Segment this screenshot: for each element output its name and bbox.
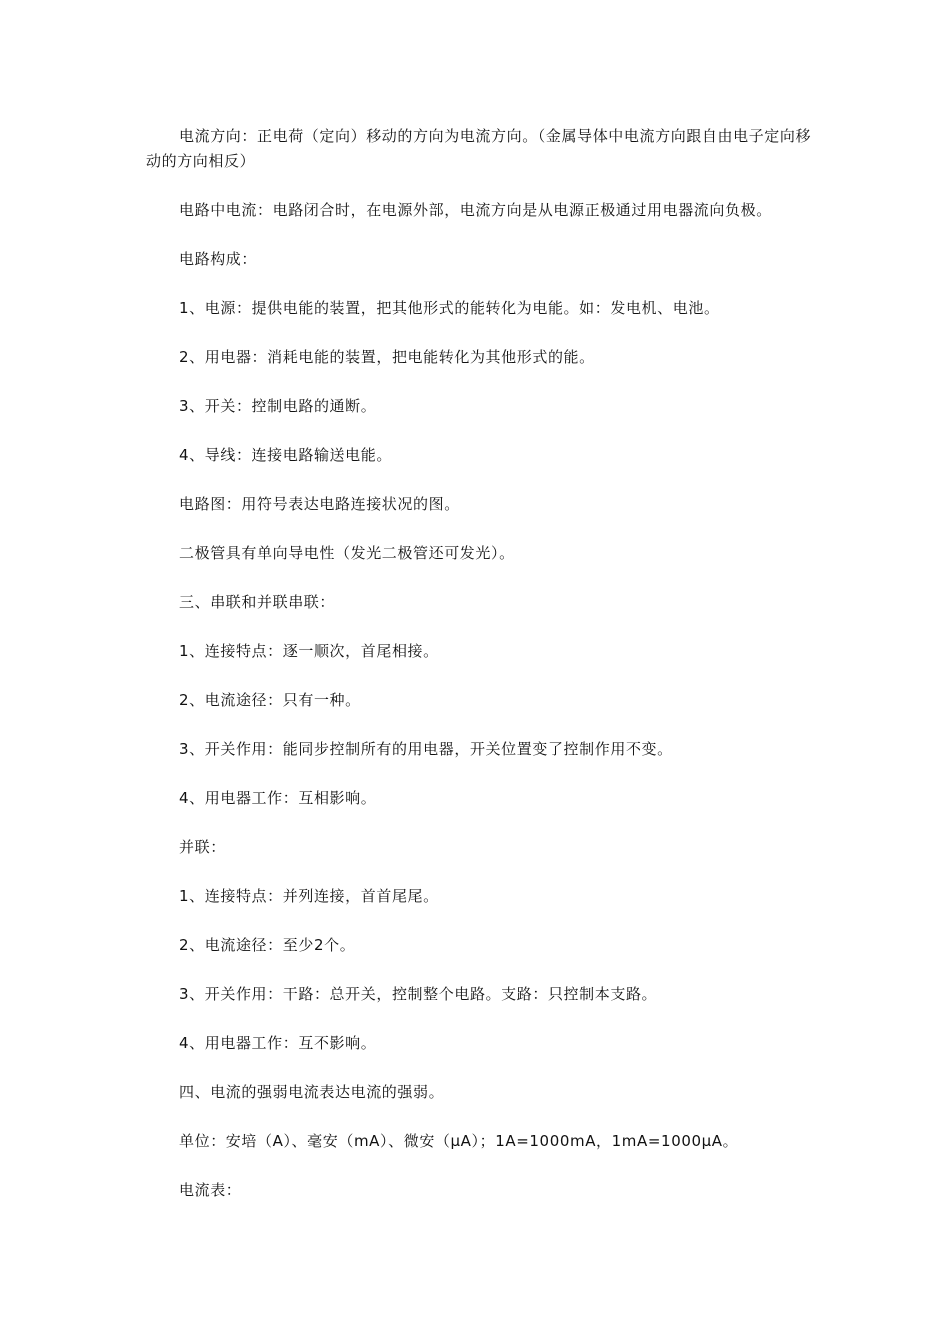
paragraph-parallel-path: 2、电流途径：至少2个。: [179, 936, 356, 954]
paragraph-parallel-work: 4、用电器工作：互不影响。: [179, 1034, 377, 1052]
paragraph-current-direction: 电流方向：正电荷（定向）移动的方向为电流方向。（金属导体中电流方向跟自由电子定向移动的方向相反）: [146, 127, 812, 170]
section-heading-series-parallel: 三、串联和并联串联：: [179, 593, 336, 611]
paragraph-series-connection: 1、连接特点：逐一顺次，首尾相接。: [179, 642, 439, 660]
paragraph-switch: 3、开关：控制电路的通断。: [179, 397, 377, 415]
paragraph-circuit-diagram: 电路图：用符号表达电路连接状况的图。: [179, 495, 460, 513]
paragraph-series-switch: 3、开关作用：能同步控制所有的用电器，开关位置变了控制作用不变。: [179, 740, 673, 758]
paragraph-ammeter: 电流表：: [179, 1181, 242, 1199]
section-heading-parallel: 并联：: [179, 838, 226, 856]
paragraph-power-source: 1、电源：提供电能的装置，把其他形式的能转化为电能。如：发电机、电池。: [179, 299, 720, 317]
paragraph-wire: 4、导线：连接电路输送电能。: [179, 446, 392, 464]
paragraph-appliance: 2、用电器：消耗电能的装置，把电能转化为其他形式的能。: [179, 348, 595, 366]
paragraph-parallel-switch: 3、开关作用：干路：总开关，控制整个电路。支路：只控制本支路。: [179, 985, 658, 1003]
document-body: [146, 124, 816, 1203]
section-heading-current-strength: 四、电流的强弱电流表达电流的强弱。: [179, 1083, 445, 1101]
paragraph-units: 单位：安培（A）、毫安（mA）、微安（μA）；1A=1000mA，1mA=1000μA。: [179, 1132, 739, 1150]
paragraph-diode: 二极管具有单向导电性（发光二极管还可发光）。: [179, 544, 515, 562]
paragraph-series-path: 2、电流途径：只有一种。: [179, 691, 361, 709]
paragraph-circuit-composition: 电路构成：: [179, 250, 258, 268]
paragraph-circuit-current: 电路中电流：电路闭合时，在电源外部，电流方向是从电源正极通过用电器流向负极。: [179, 201, 772, 219]
paragraph-series-work: 4、用电器工作：互相影响。: [179, 789, 377, 807]
paragraph-parallel-connection: 1、连接特点：并列连接，首首尾尾。: [179, 887, 439, 905]
